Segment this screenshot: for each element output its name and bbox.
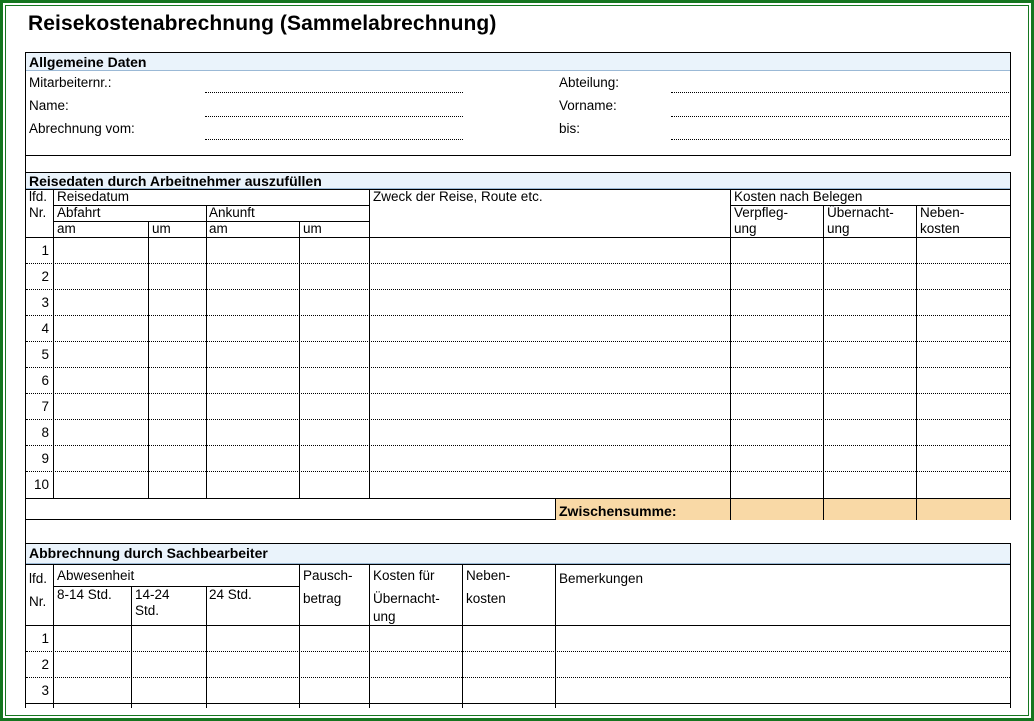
rule <box>916 205 917 520</box>
col-verpflegung-2: ung <box>734 221 757 236</box>
section-travel <box>25 172 1011 520</box>
field-mitarbeiternr[interactable] <box>205 92 463 93</box>
rule <box>369 564 370 708</box>
col-nebenkosten-3: Neben- <box>466 568 511 583</box>
col-nr-2: Nr. <box>29 594 47 609</box>
rule <box>26 625 1010 626</box>
col-lfd-2: lfd. <box>29 571 48 586</box>
section-travel-heading: Reisedaten durch Arbeitnehmer auszufüllen <box>29 173 322 189</box>
field-abrechnung-vom[interactable] <box>205 139 463 140</box>
col-um-2: um <box>303 221 322 236</box>
table-row[interactable] <box>26 263 1010 264</box>
col-reisedatum: Reisedatum <box>57 189 130 204</box>
col-um-1: um <box>152 221 171 236</box>
row-number: 4 <box>41 321 49 336</box>
subtotal-verpflegung[interactable] <box>731 499 823 520</box>
col-kosten-belege: Kosten nach Belegen <box>734 189 863 204</box>
table-row[interactable] <box>26 445 1010 446</box>
page-title: Reisekostenabrechnung (Sammelabrechnung) <box>28 12 497 35</box>
label-mitarbeiternr: Mitarbeiternr.: <box>29 75 112 90</box>
rule <box>369 189 370 498</box>
col-bemerkungen: Bemerkungen <box>559 571 644 586</box>
rule <box>26 703 1010 704</box>
row-number: 2 <box>41 657 49 672</box>
table-row[interactable] <box>26 677 1010 678</box>
col-uebernachtung-2: ung <box>827 221 850 236</box>
col-nebenkosten-1: Neben- <box>920 205 965 220</box>
table-row[interactable] <box>26 289 1010 290</box>
col-kosten-fuer-3: ung <box>373 609 396 624</box>
rule <box>131 586 132 708</box>
row-number: 10 <box>33 477 49 492</box>
field-vorname[interactable] <box>671 116 1009 117</box>
col-verpflegung-1: Verpfleg- <box>734 205 789 220</box>
col-nebenkosten-4: kosten <box>466 591 506 606</box>
col-14-24-std-2: Std. <box>135 603 160 618</box>
section-general-header <box>26 53 1010 71</box>
col-kosten-fuer-2: Übernacht- <box>373 591 440 606</box>
field-abteilung[interactable] <box>671 92 1009 93</box>
col-24-std: 24 Std. <box>209 587 252 602</box>
rule <box>206 205 207 498</box>
section-divider-left <box>25 156 26 173</box>
col-am-2: am <box>209 221 228 236</box>
rule <box>26 564 1010 565</box>
col-8-14-std: 8-14 Std. <box>57 587 112 602</box>
field-bis[interactable] <box>671 139 1009 140</box>
rule <box>555 564 556 708</box>
col-pauschbetrag-1: Pausch- <box>303 568 353 583</box>
col-abfahrt: Abfahrt <box>57 205 101 220</box>
table-row[interactable] <box>26 651 1010 652</box>
label-abrechnung-vom: Abrechnung vom: <box>29 121 135 136</box>
row-number: 7 <box>41 399 49 414</box>
rule <box>53 189 54 498</box>
row-number: 3 <box>41 683 49 698</box>
label-name: Name: <box>29 98 69 113</box>
row-number: 6 <box>41 373 49 388</box>
rule <box>555 498 556 520</box>
label-vorname: Vorname: <box>559 98 617 113</box>
col-kosten-fuer-1: Kosten für <box>373 568 435 583</box>
col-lfd: lfd. <box>29 189 48 204</box>
col-nebenkosten-2: kosten <box>920 221 960 236</box>
rule <box>823 205 824 520</box>
rule <box>462 564 463 708</box>
section-general-heading: Allgemeine Daten <box>29 54 147 70</box>
row-number: 1 <box>41 243 49 258</box>
table-row[interactable] <box>26 471 1010 472</box>
table-row[interactable] <box>26 367 1010 368</box>
row-number: 5 <box>41 347 49 362</box>
col-uebernachtung-1: Übernacht- <box>827 205 894 220</box>
table-row[interactable] <box>26 419 1010 420</box>
row-number: 8 <box>41 425 49 440</box>
field-name[interactable] <box>205 116 463 117</box>
row-number: 1 <box>41 631 49 646</box>
col-abwesenheit: Abwesenheit <box>57 568 135 583</box>
section-clerk-heading: Abbrechnung durch Sachbearbeiter <box>29 545 268 561</box>
rule <box>26 237 1010 238</box>
section-divider-left <box>25 520 26 544</box>
table-row[interactable] <box>26 341 1010 342</box>
col-am-1: am <box>57 221 76 236</box>
row-number: 2 <box>41 269 49 284</box>
col-14-24-std-1: 14-24 <box>135 587 170 602</box>
subtotal-uebernachtung[interactable] <box>824 499 916 520</box>
rule <box>206 586 207 708</box>
rule <box>299 564 300 708</box>
col-nr: Nr. <box>29 205 47 220</box>
row-number: 3 <box>41 295 49 310</box>
row-number: 9 <box>41 451 49 466</box>
subtotal-nebenkosten[interactable] <box>917 499 1010 520</box>
label-abteilung: Abteilung: <box>559 75 620 90</box>
table-row[interactable] <box>26 315 1010 316</box>
col-zweck: Zweck der Reise, Route etc. <box>373 189 543 204</box>
col-pauschbetrag-2: betrag <box>303 591 342 606</box>
label-bis: bis: <box>559 121 581 136</box>
col-ankunft: Ankunft <box>209 205 255 220</box>
subtotal-label: Zwischensumme: <box>559 503 677 519</box>
table-row[interactable] <box>26 393 1010 394</box>
